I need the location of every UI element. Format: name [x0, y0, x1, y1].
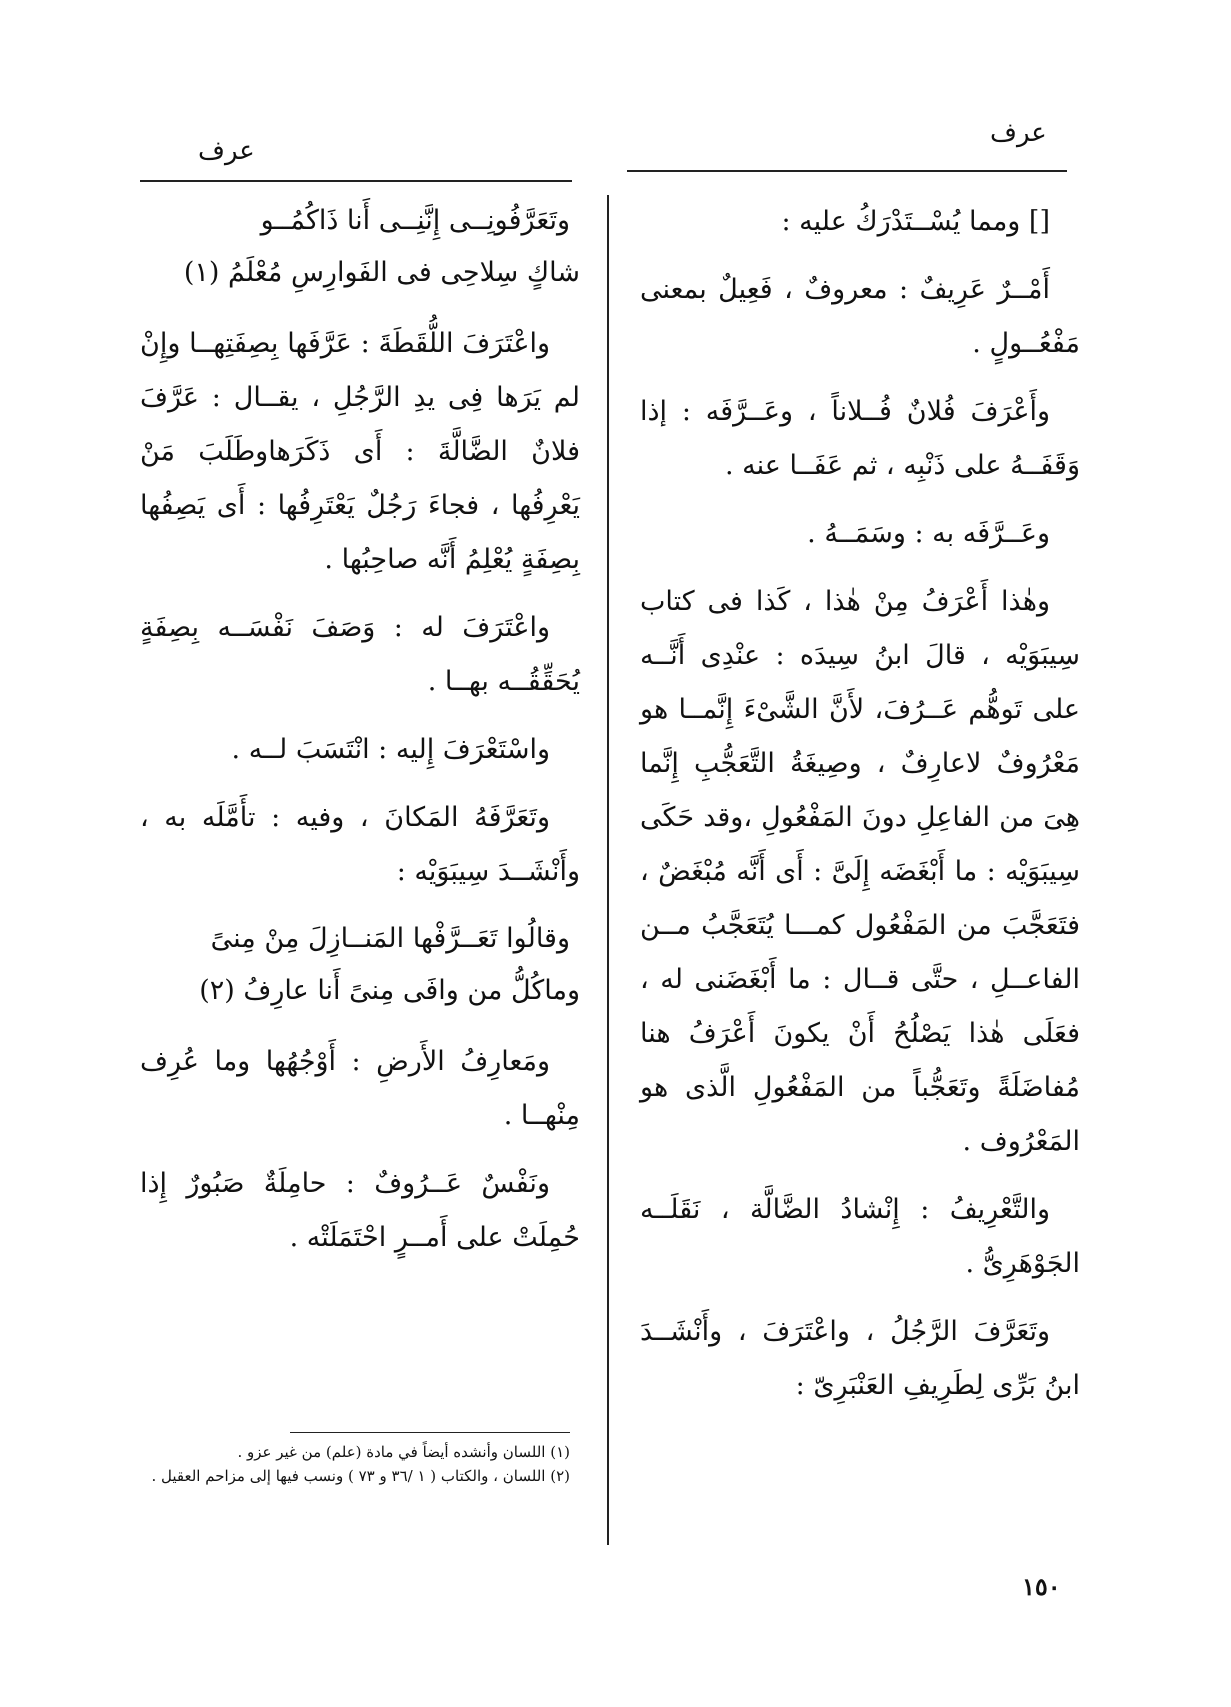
entry-paragraph: وعَــرَّفَه به : وسَمَــهُ . — [807, 518, 1050, 549]
header-rule-left — [140, 180, 572, 182]
running-header-left: عرف — [198, 136, 255, 166]
entry-paragraph: وتَعَرَّفَ الرَّجُلُ ، واعْتَرَفَ ، وأَنْشَــدَ ابنُ بَرِّى لِطَرِيفِ العَنْبَرِىّ : — [640, 1316, 1080, 1401]
entry-paragraph: وأَعْرَفَ فُلانٌ فُــلاناً ، وعَــرَّفَه : إذا وَقَفَــهُ على ذَنْبِه ، ثم عَفَــا عنه . — [640, 396, 1080, 481]
entry-paragraph: ومَعارِفُ الأَرضِ : أَوْجُهُها وما عُرِف مِنْهــا . — [140, 1046, 580, 1131]
footnote: (١) اللسان وأنشده أيضاً في مادة (علم) من غير عزو . — [237, 1443, 570, 1461]
verse-second-hemistich: شاكٍ سِلاحِى فى الفَوارِسِ مُعْلَمُ (١) — [183, 257, 580, 288]
entry-paragraph: وتَعَرَّفَهُ المَكانَ ، وفيه : تأَمَّلَه به ، وأَنْشَــدَ سِيبَوَيْه : — [140, 802, 580, 887]
footnote: (٢) اللسان ، والكتاب ( ١ /٣٦ و ٧٣ ) ونسب فيها إلى مزاحم العقيل . — [151, 1467, 570, 1485]
entry-paragraph: والتَّعْرِيفُ : إِنْشادُ الضَّالَّة ، نَقَلَــه الجَوْهَرِىُّ . — [640, 1194, 1080, 1279]
footnote-rule — [290, 1432, 570, 1433]
entry-paragraph: واعْتَرَفَ له : وَصَفَ نَفْسَــه بِصِفَةٍ يُحَقِّقُــه بهــا . — [140, 612, 580, 697]
verse-first-hemistich: وتَعَرَّفُونِــى إِنَّنِــى أَنا ذَاكُمُــو — [260, 205, 570, 236]
page-number: ١٥٠ — [1022, 1572, 1061, 1601]
header-rule-right — [627, 170, 1067, 172]
running-header-right: عرف — [990, 118, 1047, 148]
entry-paragraph: أَمْــرٌ عَرِيفٌ : معروفٌ ، فَعِيلٌ بمعنى مَفْعُــولٍ . — [640, 274, 1080, 359]
section-intro: [] ومما يُسْــتَدْرَكُ عليه : — [781, 206, 1050, 237]
poetry-verse — [140, 195, 580, 299]
column-divider — [607, 195, 609, 1545]
footnotes — [140, 1440, 570, 1488]
verse-first-hemistich: وقالُوا تَعَــرَّفْها المَنــازِلَ مِنْ مِنىً — [210, 923, 570, 954]
entry-paragraph: وهٰذا أَعْرَفُ مِنْ هٰذا ، كَذا فى كتاب سِيبَوَيْه ، قالَ ابنُ سِيدَه : عنْدِى أَنَّــه على تَوهُّم عَــرُفَ، لأَنَّ الشَّىْءَ إِنَّمــا هو مَعْرُوفٌ لاعارِفٌ ، وصِيغَةُ التَّعَجُّبِ إِنَّما هِىَ من الفاعِلِ دونَ المَفْعُولِ ،وقد حَكَى سِيبَوَيْه : ما أَبْغَضَه إِلَىَّ : أَى أَنَّه مُبْغَضٌ ، فتَعَجَّبَ من المَفْعُول كمـــا يُتَعَجَّبُ مــن الفاعــلِ ، حتَّى قــال : ما أَبْغَضَنى له ، فعَلَى هٰذا يَصْلُحُ أَنْ يكونَ أَعْرَفُ هنا مُفاضَلَةً وتَعَجُّباً من المَفْعُولِ الَّذى هو المَعْرُوف . — [640, 586, 1080, 1157]
right-column — [640, 195, 1080, 1427]
poetry-verse — [140, 913, 580, 1017]
entry-paragraph: ونَفْسٌ عَــرُوفٌ : حامِلَةٌ صَبُورٌ إِذا حُمِلَتْ على أَمــرٍ احْتَمَلَتْه . — [140, 1168, 580, 1253]
left-column — [140, 195, 580, 1279]
entry-paragraph: واسْتَعْرَفَ إِليه : انْتَسَبَ لــه . — [231, 734, 550, 765]
verse-second-hemistich: وماكُلُّ من وافَى مِنىً أَنا عارِفُ (٢) — [199, 975, 580, 1006]
entry-paragraph: واعْتَرَفَ اللُّقَطَةَ : عَرَّفَها بِصِفَتِهــا وإِنْ لم يَرَها فِى يدِ الرَّجُلِ ، يقــال : عَرَّفَ فلانٌ الضَّالَّةَ : أَى ذَكَرَهاوطَلَبَ مَنْ يَعْرِفُها ، فجاءَ رَجُلٌ يَعْتَرِفُها : أَى يَصِفُها بِصِفَةٍ يُعْلِمُ أَنَّه صاحِبُها . — [140, 328, 580, 575]
